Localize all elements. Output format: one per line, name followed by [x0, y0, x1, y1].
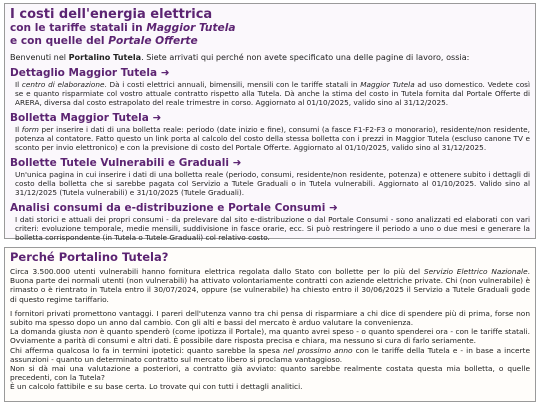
why-paragraph: [10, 364, 530, 382]
page-subtitle-2: e con quelle del Portale Offerte: [10, 35, 198, 47]
section-description: [10, 215, 530, 242]
section-description: [10, 125, 530, 152]
text-run: con le tariffe della Tutela e - in base a incerte assunzioni - quanto un determinato contratto sul mercato libero si proclama vantaggioso.: [10, 345, 530, 364]
text-run: centro di elaborazione: [21, 80, 105, 89]
why-body: [10, 267, 530, 392]
text-run: per inserire i dati di una bolletta reale: periodo (date inizio e fine), consumi (a fasce F1-F2-F3 o monorario), residente/non residente, potenza al contatore. Fatto questo un link porta al calcolo del costo della stessa bolletta con i prezzi in Maggior Tutela (escluso canone TV e sconto per invio elettronico) e con la previsione di costo del Portale Offerte. Aggiornato al 01/10/2025, valido sino al 31/12/2025.: [15, 125, 530, 152]
text-run: Il: [15, 80, 22, 89]
text-run: . Dà i costi elettrici annuali, bimensili, mensili con le tariffe statali in: [104, 80, 361, 89]
text-run: La domanda giusta: [10, 327, 84, 337]
link-analisi-consumi[interactable]: Analisi consumi da e-distribuzione e Portale Consumi ➜: [10, 202, 338, 214]
section-list: [10, 67, 530, 242]
text-run: Servizio Elettrico Nazionale: [423, 267, 528, 276]
text-run: Maggior Tutela: [360, 80, 415, 89]
link-bollette-tutele-vulnerabili[interactable]: Bollette Tutele Vulnerabili e Graduali ➜: [10, 157, 242, 169]
text-run: È un calcolo fattibile e su base certa. Lo trovate qui con tutti i dettagli analitici.: [10, 382, 303, 392]
why-title: Perché Portalino Tutela?: [10, 250, 169, 264]
link-bolletta-maggior-tutela[interactable]: Bolletta Maggior Tutela ➜: [10, 112, 162, 124]
text-run: Un'unica pagina in cui inserire i dati di una bolletta reale (periodo, consumi, residente/non residente, potenza) e ottenere subito i dettagli di costo della bolletta che si sarebbe pagata col Servizio a Tutele Graduali o in Tutela vulnerabili. Aggiornato al 01/10/2025. Valido sino al 31/12/2025 (Tutela vulnerabili) e 31/10/2025 (Tutele Graduali).: [15, 170, 530, 197]
text-run: Non si dà mai una valutazione a posteriori, a contratto già avviato: quanto sarebbe realmente costata questa mia bolletta, o quelle precedenti, con la Tutela?: [10, 364, 530, 383]
section-description: [10, 170, 530, 197]
text-run: Il: [15, 125, 22, 134]
intro-panel: [4, 3, 536, 242]
text-run: I dati storici e attuali dei propri consumi - da prelevare dal sito e-distribuzione o dal Portale Consumi - sono analizzati ed elaborati con vari criteri: evoluzione temporale, medie mensili, suddivisione in fasce orarie, ecc. Si può restringere il periodo a uno o due mesi e generare la bolletta corrispondente (in Tutela o Tutele Graduali) col relativo costo.: [15, 215, 530, 242]
text-run: nel prossimo anno: [283, 345, 353, 355]
link-dettaglio-maggior-tutela[interactable]: Dettaglio Maggior Tutela ➜: [10, 67, 170, 79]
why-panel: [4, 247, 536, 402]
page-subtitle: con le tariffe statali in Maggior Tutela: [10, 22, 236, 34]
text-run: form: [21, 125, 39, 134]
intro-text: Benvenuti nel Portalino Tutela. Siete arrivati qui perché non avete specificato una delle pagine di lavoro, ossia:: [10, 52, 470, 62]
text-run: I fornitori privati promettono vantaggi. I pareri dell'utenza vanno tra chi pensa di risparmiare a chi dice di spendere più di prima, forse non subito ma spesso dopo un anno dal cambio. Con gli alti e bassi del mercato è arduo valutare la convenienza.: [10, 308, 530, 328]
text-run: Circa 3.500.000 utenti vulnerabili hanno fornitura elettrica regolata dallo Stato con bollette per lo più del: [10, 267, 424, 276]
why-paragraph: [10, 309, 530, 327]
section-description: [10, 80, 530, 107]
text-run: non: [83, 327, 98, 337]
text-run: è quanto spenderò (come ipotizza il Portale), ma quanto avrei speso - o quanto spenderei ora - con le tariffe statali. Ovviamente a parità di consumi e altri dati. È possibile dare risposta precisa e chiara, ma nessuno si cura di farlo seriamente.: [10, 327, 530, 346]
why-paragraph: [10, 346, 530, 364]
text-run: . Buona parte dei normali utenti (non vulnerabili) ha attivato volontariamente contratti con aziende elettriche private. Chi (non vulnerabile) è rimasto o è rientrato in Tutela entro il 30/07/2024, oppure (se vulnerabile) ha chiesto entro il 30/06/2025 il Servizio a Tutele Graduali gode di questo regime tariffario.: [10, 267, 530, 304]
page-title: I costi dell'energia elettrica: [10, 7, 213, 22]
why-paragraph: [10, 267, 530, 304]
why-paragraph: [10, 382, 530, 391]
text-run: ad uso domestico. Vedete così se e quanto risparmiate col vostro attuale contratto rispetto alla Tutela. Dà anche la stima del costo in Tutela fornita dal Portale Offerte di ARERA, diversa dal costo estrapolato del reale trimestre in corso. Aggiornato al 01/10/2025, valido sino al 31/12/2025.: [15, 80, 530, 107]
text-run: Chi afferma qualcosa lo fa in termini ipotetici: quanto sarebbe la spesa: [10, 345, 284, 355]
why-paragraph: [10, 327, 530, 345]
